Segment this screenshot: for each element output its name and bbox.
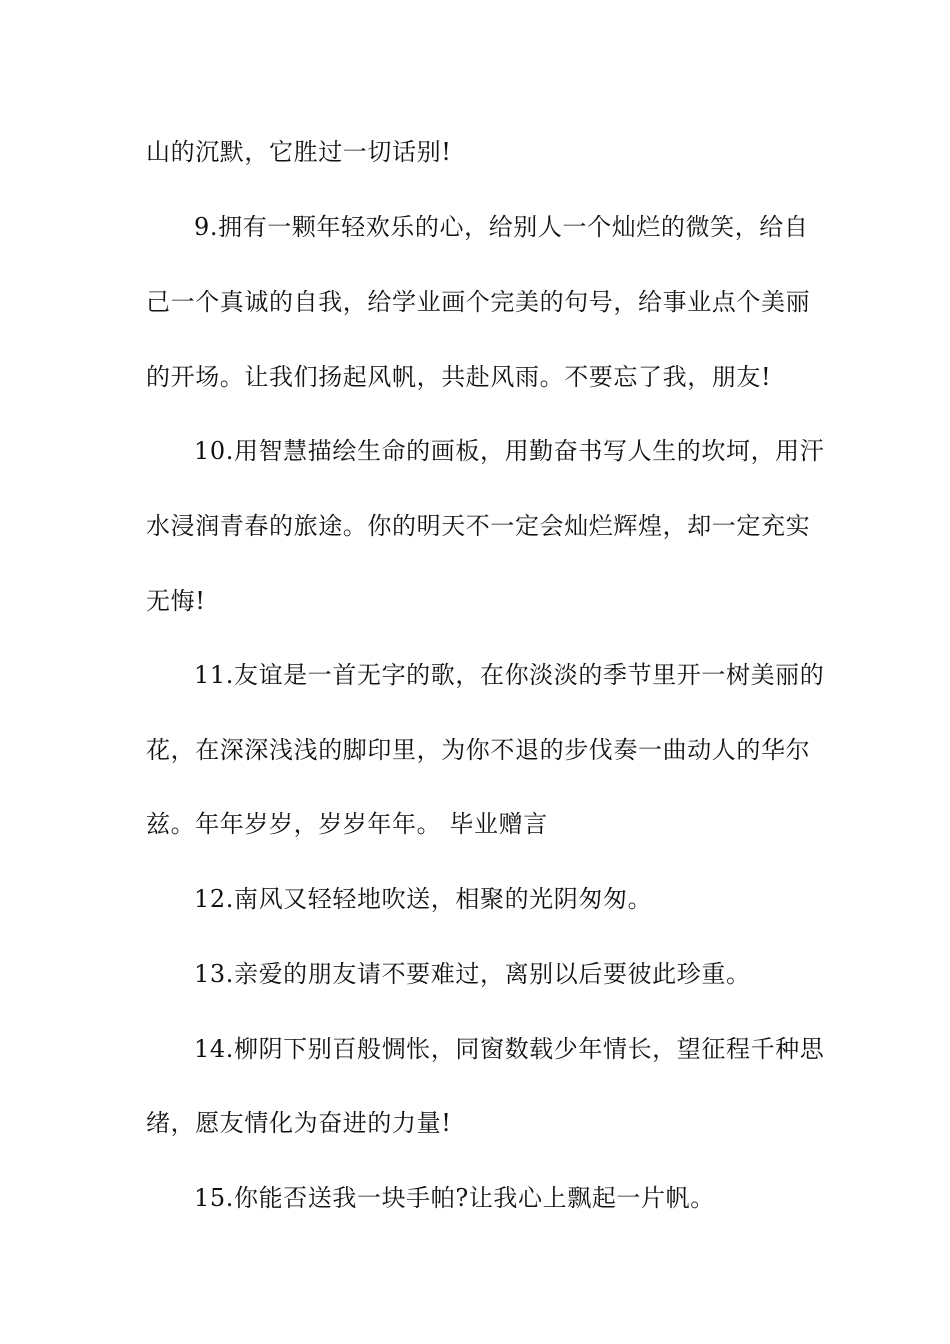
text-line: 无悔! bbox=[146, 587, 206, 615]
text-line: 13.亲爱的朋友请不要难过，离别以后要彼此珍重。 bbox=[194, 960, 751, 988]
text-line: 兹。年年岁岁，岁岁年年。 毕业赠言 bbox=[146, 810, 548, 838]
text-line: 10.用智慧描绘生命的画板，用勤奋书写人生的坎坷，用汗 bbox=[194, 437, 825, 465]
text-line: 15.你能否送我一块手帕?让我心上飘起一片帆。 bbox=[194, 1184, 715, 1212]
text-line: 绪，愿友情化为奋进的力量! bbox=[146, 1109, 452, 1137]
text-line: 11.友谊是一首无字的歌，在你淡淡的季节里开一树美丽的 bbox=[194, 661, 825, 689]
text-line: 9.拥有一颗年轻欢乐的心，给别人一个灿烂的微笑，给自 bbox=[194, 213, 809, 241]
text-line: 14.柳阴下别百般惆怅，同窗数载少年情长，望征程千种思 bbox=[194, 1035, 825, 1063]
text-line: 山的沉默，它胜过一切话别! bbox=[146, 138, 452, 166]
text-line: 己一个真诚的自我，给学业画个完美的句号，给事业点个美丽 bbox=[146, 288, 811, 316]
text-line: 水浸润青春的旅途。你的明天不一定会灿烂辉煌，却一定充实 bbox=[146, 512, 811, 540]
text-line: 12.南风又轻轻地吹送，相聚的光阴匆匆。 bbox=[194, 885, 653, 913]
text-line: 花，在深深浅浅的脚印里，为你不退的步伐奏一曲动人的华尔 bbox=[146, 736, 811, 764]
text-line: 的开场。让我们扬起风帆，共赴风雨。不要忘了我，朋友! bbox=[146, 363, 772, 391]
